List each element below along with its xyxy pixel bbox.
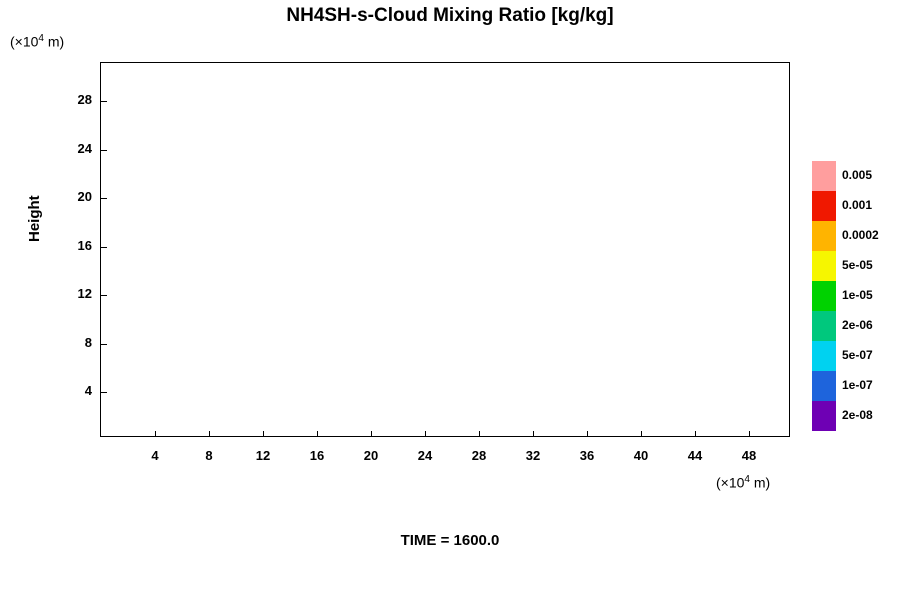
x-axis-unit-label: ($\times 10^4$ m) [716, 474, 771, 491]
y-tick-mark [101, 198, 107, 199]
y-tick-mark [101, 150, 107, 151]
chart-title: NH4SH-s-Cloud Mixing Ratio [kg/kg] [286, 5, 614, 26]
colorbar-label: 5e-07 [842, 348, 873, 362]
y-tick-label: 24 [77, 141, 92, 156]
y-tick-label: 16 [77, 238, 92, 253]
colorbar-swatch [812, 371, 873, 401]
colorbar-label: 2e-06 [842, 318, 873, 332]
colorbar-label: 0.001 [842, 198, 873, 212]
x-tick-label: 40 [633, 448, 649, 463]
x-tick-mark [479, 431, 480, 437]
colorbar-swatch [812, 251, 873, 281]
colorbar-swatch [812, 191, 873, 221]
time-annotation: TIME = 1600.0 [400, 532, 500, 549]
y-tick-label: 4 [84, 383, 92, 398]
colorbar-label: 1e-07 [842, 378, 873, 392]
plot-area [100, 62, 790, 437]
x-tick-label: 32 [525, 448, 541, 463]
x-tick-label: 8 [205, 448, 213, 463]
y-tick-mark [101, 295, 107, 296]
x-tick-mark [533, 431, 534, 437]
x-tick-mark [695, 431, 696, 437]
y-tick-label: 28 [77, 92, 92, 107]
y-tick-mark [101, 344, 107, 345]
x-tick-label: 44 [687, 448, 703, 463]
x-tick-mark [371, 431, 372, 437]
x-tick-mark [317, 431, 318, 437]
x-tick-mark [209, 431, 210, 437]
y-axis-title: Height [26, 195, 43, 242]
colorbar-swatch [812, 221, 879, 251]
y-tick-mark [101, 247, 107, 248]
x-tick-label: 16 [309, 448, 325, 463]
x-tick-mark [425, 431, 426, 437]
x-tick-mark [641, 431, 642, 437]
y-axis-unit-label: ($\times 10^4$ m) [10, 33, 65, 50]
x-tick-label: 28 [471, 448, 487, 463]
x-tick-label: 36 [579, 448, 595, 463]
x-tick-label: 20 [363, 448, 379, 463]
colorbar-swatch [812, 281, 873, 311]
colorbar-label: 1e-05 [842, 288, 873, 302]
colorbar-label: 2e-08 [842, 408, 873, 422]
x-tick-label: 24 [417, 448, 433, 463]
x-tick-label: 12 [255, 448, 271, 463]
x-tick-mark [263, 431, 264, 437]
colorbar-label: 0.005 [842, 168, 873, 182]
y-tick-mark [101, 101, 107, 102]
y-tick-label: 8 [84, 335, 92, 350]
x-tick-mark [587, 431, 588, 437]
x-tick-label: 4 [151, 448, 159, 463]
colorbar-swatch [812, 401, 873, 431]
y-tick-mark [101, 392, 107, 393]
x-tick-label: 48 [741, 448, 757, 463]
colorbar-swatch [812, 311, 873, 341]
colorbar-legend [812, 161, 879, 431]
x-tick-mark [155, 431, 156, 437]
colorbar-label: 0.0002 [842, 228, 879, 242]
colorbar-label: 5e-05 [842, 258, 873, 272]
colorbar-swatch [812, 161, 873, 191]
x-tick-mark [749, 431, 750, 437]
y-tick-label: 20 [77, 189, 92, 204]
y-tick-label: 12 [77, 286, 92, 301]
colorbar-swatch [812, 341, 873, 371]
